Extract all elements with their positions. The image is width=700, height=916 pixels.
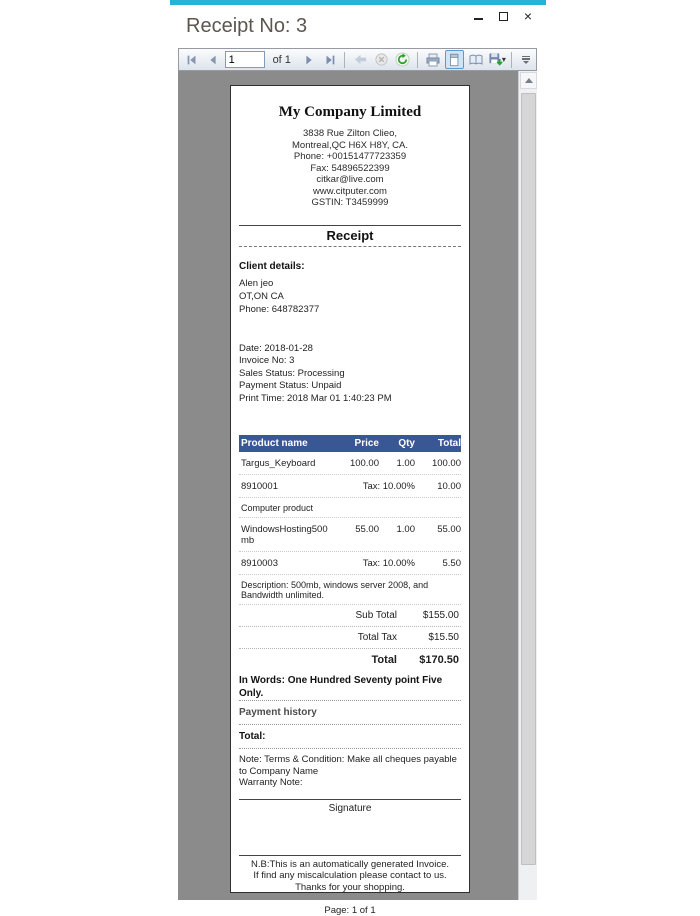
- total-label: Sub Total: [355, 610, 397, 621]
- company-name: My Company Limited: [278, 104, 422, 120]
- table-header-row: [239, 435, 461, 452]
- print-layout-button[interactable]: [445, 50, 464, 69]
- total-row: [239, 605, 461, 627]
- total-row: [239, 649, 461, 671]
- receipt-page: [230, 85, 470, 916]
- address-line: citkar@live.com: [316, 174, 384, 185]
- last-page-icon: [323, 53, 337, 67]
- table-row-tax: [239, 552, 461, 575]
- export-button[interactable]: [487, 50, 506, 69]
- total-value: $170.50: [419, 654, 459, 666]
- info-line: Payment Status: Unpaid: [239, 380, 342, 391]
- minimize-button[interactable]: [470, 8, 486, 24]
- client-line: OT,ON CA: [239, 290, 284, 302]
- footer-top-line: [239, 855, 461, 856]
- toolbar-separator: [344, 52, 345, 68]
- document-title: Receipt: [326, 227, 374, 243]
- total-label: Total Tax: [357, 632, 397, 643]
- window-controls: [470, 8, 536, 24]
- first-page-icon: [185, 53, 199, 67]
- page-number-footer: Page: 1 of 1: [324, 905, 376, 916]
- first-page-button[interactable]: [182, 50, 201, 69]
- amount-in-words: In Words: One Hundred Seventy point Five Only.: [239, 675, 443, 699]
- report-toolbar: [178, 48, 537, 71]
- previous-page-button[interactable]: [203, 50, 222, 69]
- dashed-separator: [239, 246, 461, 247]
- next-page-button[interactable]: [299, 50, 318, 69]
- last-page-button[interactable]: [320, 50, 339, 69]
- cell-price: 55.00: [355, 524, 379, 535]
- stop-icon: [374, 52, 389, 67]
- current-page-input[interactable]: [225, 51, 265, 68]
- address-line: Montreal,QC H6X H8Y, CA.: [292, 139, 408, 151]
- footer-line: N.B:This is an automatically generated Invoice.: [250, 858, 449, 870]
- close-icon: ×: [523, 8, 533, 24]
- items-table: [239, 435, 461, 671]
- cell-qty: 1.00: [396, 458, 415, 469]
- close-button[interactable]: [520, 8, 536, 24]
- column-header: Price: [354, 438, 379, 449]
- toolbar-overflow-button[interactable]: [519, 50, 533, 69]
- back-icon: [353, 52, 368, 67]
- note-line: Warranty Note:: [239, 777, 303, 788]
- cell-product-name: Targus_Keyboard: [241, 458, 316, 469]
- client-line: Phone: 648782377: [239, 303, 320, 315]
- cell-product-name: WindowsHosting500mb: [241, 524, 328, 546]
- info-line: Print Time: 2018 Mar 01 1:40:23 PM: [239, 392, 392, 404]
- address-line: 3838 Rue Zilton Clieo,: [303, 128, 397, 139]
- maximize-icon: [499, 12, 508, 21]
- note-line: Note: Terms & Condition: Make all cheques payable to Company Name: [239, 754, 457, 777]
- total-label: Total: [371, 654, 397, 666]
- totals-rows: [239, 605, 461, 671]
- client-line: Alen jeo: [239, 277, 274, 289]
- company-address: [239, 128, 461, 209]
- cell-price: 100.00: [349, 458, 379, 469]
- invoice-info-lines: [239, 343, 461, 406]
- table-row-category: [239, 498, 461, 518]
- address-line: GSTIN: T3459999: [311, 197, 389, 208]
- back-to-parent-button[interactable]: [350, 50, 369, 69]
- vertical-scrollbar[interactable]: [518, 71, 537, 900]
- table-row-item: [239, 452, 461, 475]
- refresh-icon: [395, 52, 410, 67]
- table-row-description: [239, 575, 461, 605]
- column-header: Product name: [241, 438, 308, 449]
- page-setup-button[interactable]: [466, 50, 485, 69]
- cell-tax: Tax: 10.00%: [362, 481, 415, 492]
- total-value: $15.50: [428, 632, 459, 643]
- info-line: Date: 2018-01-28: [239, 342, 313, 354]
- page-count-label: of 1: [272, 53, 291, 66]
- footer-line: If find any miscalculation please contact to us.: [253, 870, 447, 881]
- report-canvas: [178, 71, 518, 916]
- cell-text: Description: 500mb, windows server 2008, and Bandwidth unlimited.: [241, 580, 429, 600]
- scroll-up-icon: [525, 78, 533, 83]
- cell-total: 55.00: [437, 524, 461, 535]
- page-setup-icon: [468, 52, 484, 68]
- cell-qty: 1.00: [396, 524, 415, 535]
- print-button[interactable]: [423, 50, 442, 69]
- print-icon: [425, 52, 441, 68]
- report-viewer-window: [170, 0, 546, 916]
- cell-total: 100.00: [431, 458, 461, 469]
- toolbar-separator: [511, 52, 512, 68]
- toolbar-overflow-icon: [522, 56, 530, 58]
- print-layout-icon: [447, 53, 461, 67]
- scrollbar-up-button[interactable]: [520, 72, 537, 89]
- address-line: www.citputer.com: [313, 185, 387, 197]
- table-row-item: [239, 518, 461, 552]
- titlebar: [170, 5, 546, 48]
- window-title: Receipt No: 3: [186, 15, 308, 37]
- refresh-button[interactable]: [393, 50, 412, 69]
- client-details-heading: Client details:: [239, 260, 305, 272]
- cell-total: 10.00: [437, 481, 461, 492]
- column-header: Qty: [398, 438, 415, 449]
- items-table-body: [239, 452, 461, 605]
- cell-total: 5.50: [442, 558, 461, 569]
- cell-product-code: 8910001: [241, 481, 278, 492]
- address-line: Phone: +00151477723359: [293, 151, 407, 162]
- footer-lines: [239, 859, 461, 894]
- client-lines: [239, 277, 461, 316]
- export-dropdown-caret: ▾: [501, 55, 506, 64]
- footer-line: Thanks for your shopping.: [295, 881, 405, 893]
- maximize-button[interactable]: [495, 8, 511, 24]
- info-line: Sales Status: Processing: [239, 367, 345, 379]
- cell-tax: Tax: 10.00%: [362, 558, 415, 569]
- total-row: [239, 627, 461, 649]
- signature-label: Signature: [328, 802, 372, 814]
- address-line: Fax: 54896522399: [310, 162, 390, 174]
- stop-rendering-button[interactable]: [372, 50, 391, 69]
- previous-page-icon: [206, 53, 220, 67]
- column-header: Total: [437, 438, 461, 449]
- info-line: Invoice No: 3: [239, 355, 295, 366]
- next-page-icon: [302, 53, 316, 67]
- minimize-icon: [474, 18, 483, 20]
- total-value: $155.00: [422, 610, 459, 621]
- note-block: [239, 749, 461, 797]
- payment-total-label: Total:: [239, 731, 266, 742]
- scrollbar-thumb[interactable]: [521, 93, 536, 865]
- table-row-tax: [239, 475, 461, 498]
- payment-history-heading: Payment history: [239, 707, 317, 718]
- export-save-icon: [488, 52, 503, 67]
- cell-text: Computer product: [241, 503, 314, 513]
- cell-product-code: 8910003: [241, 558, 278, 569]
- toolbar-separator: [417, 52, 418, 68]
